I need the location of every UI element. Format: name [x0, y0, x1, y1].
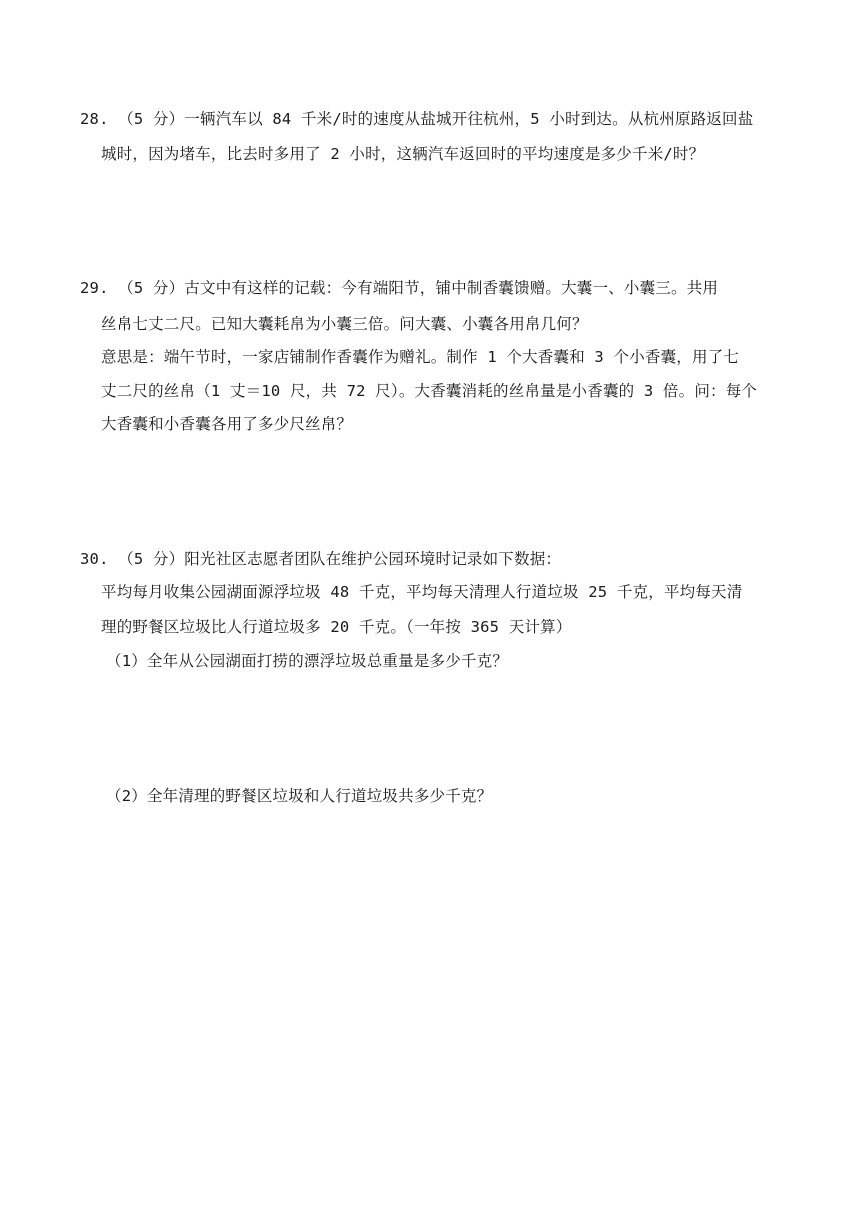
question-text-line: 28. （5 分）一辆汽车以 84 千米/时的速度从盐城开往杭州，5 小时到达。从杭州原路返回盐	[80, 110, 754, 128]
question-text-line: 理的野餐区垃圾比人行道垃圾多 20 千克。（一年按 365 天计算）	[101, 618, 572, 636]
question-text-line: 29. （5 分）古文中有这样的记载：今有端阳节，铺中制香囊馈赠。大囊一、小囊三。共用	[80, 279, 719, 297]
question-text-line: 丈二尺的丝帛（1 丈＝10 尺，共 72 尺）。大香囊消耗的丝帛量是小香囊的 3 倍。问：每个	[101, 382, 758, 400]
question-text-line: 意思是：端午节时，一家店铺制作香囊作为赠礼。制作 1 个大香囊和 3 个小香囊，用了七	[101, 348, 740, 366]
question-text-line: 大香囊和小香囊各用了多少尺丝帛？	[101, 415, 353, 433]
question-text-line: 城时，因为堵车，比去时多用了 2 小时，这辆汽车返回时的平均速度是多少千米/时？	[101, 145, 705, 163]
question-text-line: 30. （5 分）阳光社区志愿者团队在维护公园环境时记录如下数据：	[80, 550, 562, 568]
subquestion-2: （2）全年清理的野餐区垃圾和人行道垃圾共多少千克？	[106, 787, 493, 805]
question-text-line: 平均每月收集公园湖面源浮垃圾 48 千克，平均每天清理人行道垃圾 25 千克，平均每天清	[101, 583, 743, 601]
subquestion-1: （1）全年从公园湖面打捞的漂浮垃圾总重量是多少千克？	[106, 652, 509, 670]
question-text-line: 丝帛七丈二尺。已知大囊耗帛为小囊三倍。问大囊、小囊各用帛几何？	[101, 315, 588, 333]
